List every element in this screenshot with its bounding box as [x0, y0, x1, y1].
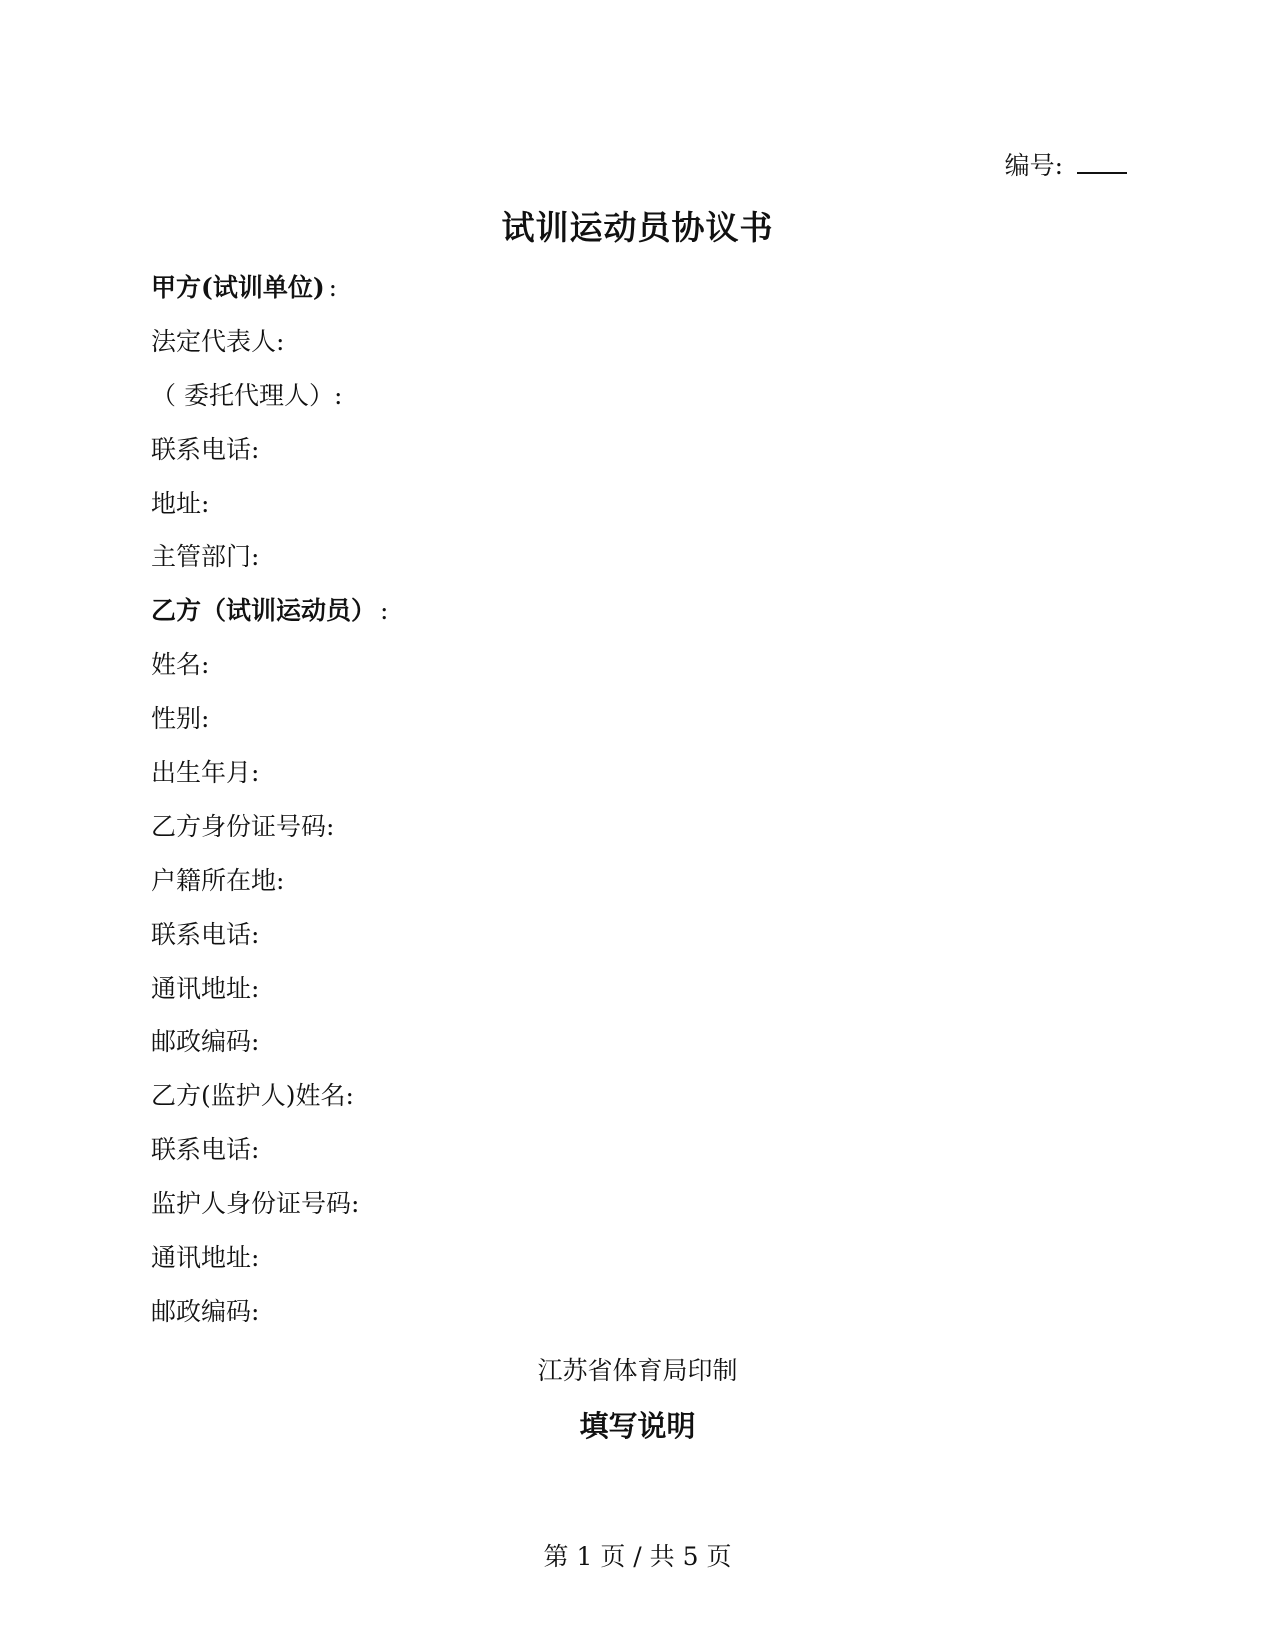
instructions-title: 填写说明	[579, 1409, 696, 1443]
form-field-row	[151, 972, 1131, 1026]
form-field-row	[151, 810, 1131, 864]
form-field-row	[151, 594, 1131, 648]
field-label: 甲方(试训单位)	[151, 273, 325, 302]
field-label: 乙方身份证号码:	[151, 811, 335, 841]
field-label: 联系电话:	[151, 919, 260, 949]
agreement-fields	[151, 271, 1131, 1349]
form-field-row	[151, 918, 1131, 972]
field-label: 地址:	[151, 488, 210, 518]
form-field-row	[151, 702, 1131, 756]
field-label: 法定代表人:	[151, 326, 285, 356]
form-field-row	[151, 433, 1131, 487]
document-title: 试训运动员协议书	[501, 208, 774, 247]
field-label: 邮政编码:	[151, 1296, 260, 1326]
field-label: 监护人身份证号码:	[151, 1189, 360, 1219]
printed-by: 江苏省体育局印制	[537, 1356, 738, 1385]
field-label: 出生年月:	[151, 758, 260, 788]
serial-number	[1005, 148, 1127, 181]
form-field-row	[151, 1187, 1131, 1241]
field-label: 通讯地址:	[151, 973, 260, 1003]
form-field-row	[151, 756, 1131, 810]
field-label: 姓名:	[151, 650, 210, 680]
form-field-row	[151, 864, 1131, 918]
serial-label: 编号:	[1004, 151, 1063, 180]
field-colon: :	[328, 273, 338, 302]
field-label: （ 委托代理人）:	[151, 380, 343, 410]
field-label: 主管部门:	[151, 542, 260, 572]
field-label: 联系电话:	[151, 434, 260, 464]
field-label: 户籍所在地:	[151, 865, 285, 895]
form-field-row	[151, 648, 1131, 702]
field-colon: :	[380, 596, 389, 626]
form-field-row	[151, 379, 1131, 433]
form-field-row	[151, 487, 1131, 541]
field-label: 联系电话:	[151, 1135, 260, 1165]
form-field-row	[151, 540, 1131, 594]
form-field-row	[151, 1025, 1131, 1079]
form-field-row	[151, 1295, 1131, 1349]
field-label: 性别:	[151, 704, 210, 734]
field-label: 乙方(监护人)姓名:	[151, 1081, 354, 1111]
field-label: 乙方（试训运动员）	[151, 596, 377, 626]
field-label: 邮政编码:	[151, 1027, 260, 1057]
field-label: 通讯地址:	[151, 1243, 260, 1273]
form-field-row	[151, 1079, 1131, 1133]
serial-blank-line	[1077, 148, 1127, 174]
form-field-row	[151, 325, 1131, 379]
page-number: 第 1 页 / 共 5 页	[543, 1542, 732, 1571]
form-field-row	[151, 1133, 1131, 1187]
form-field-row	[151, 1241, 1131, 1295]
form-field-row	[151, 271, 1131, 325]
